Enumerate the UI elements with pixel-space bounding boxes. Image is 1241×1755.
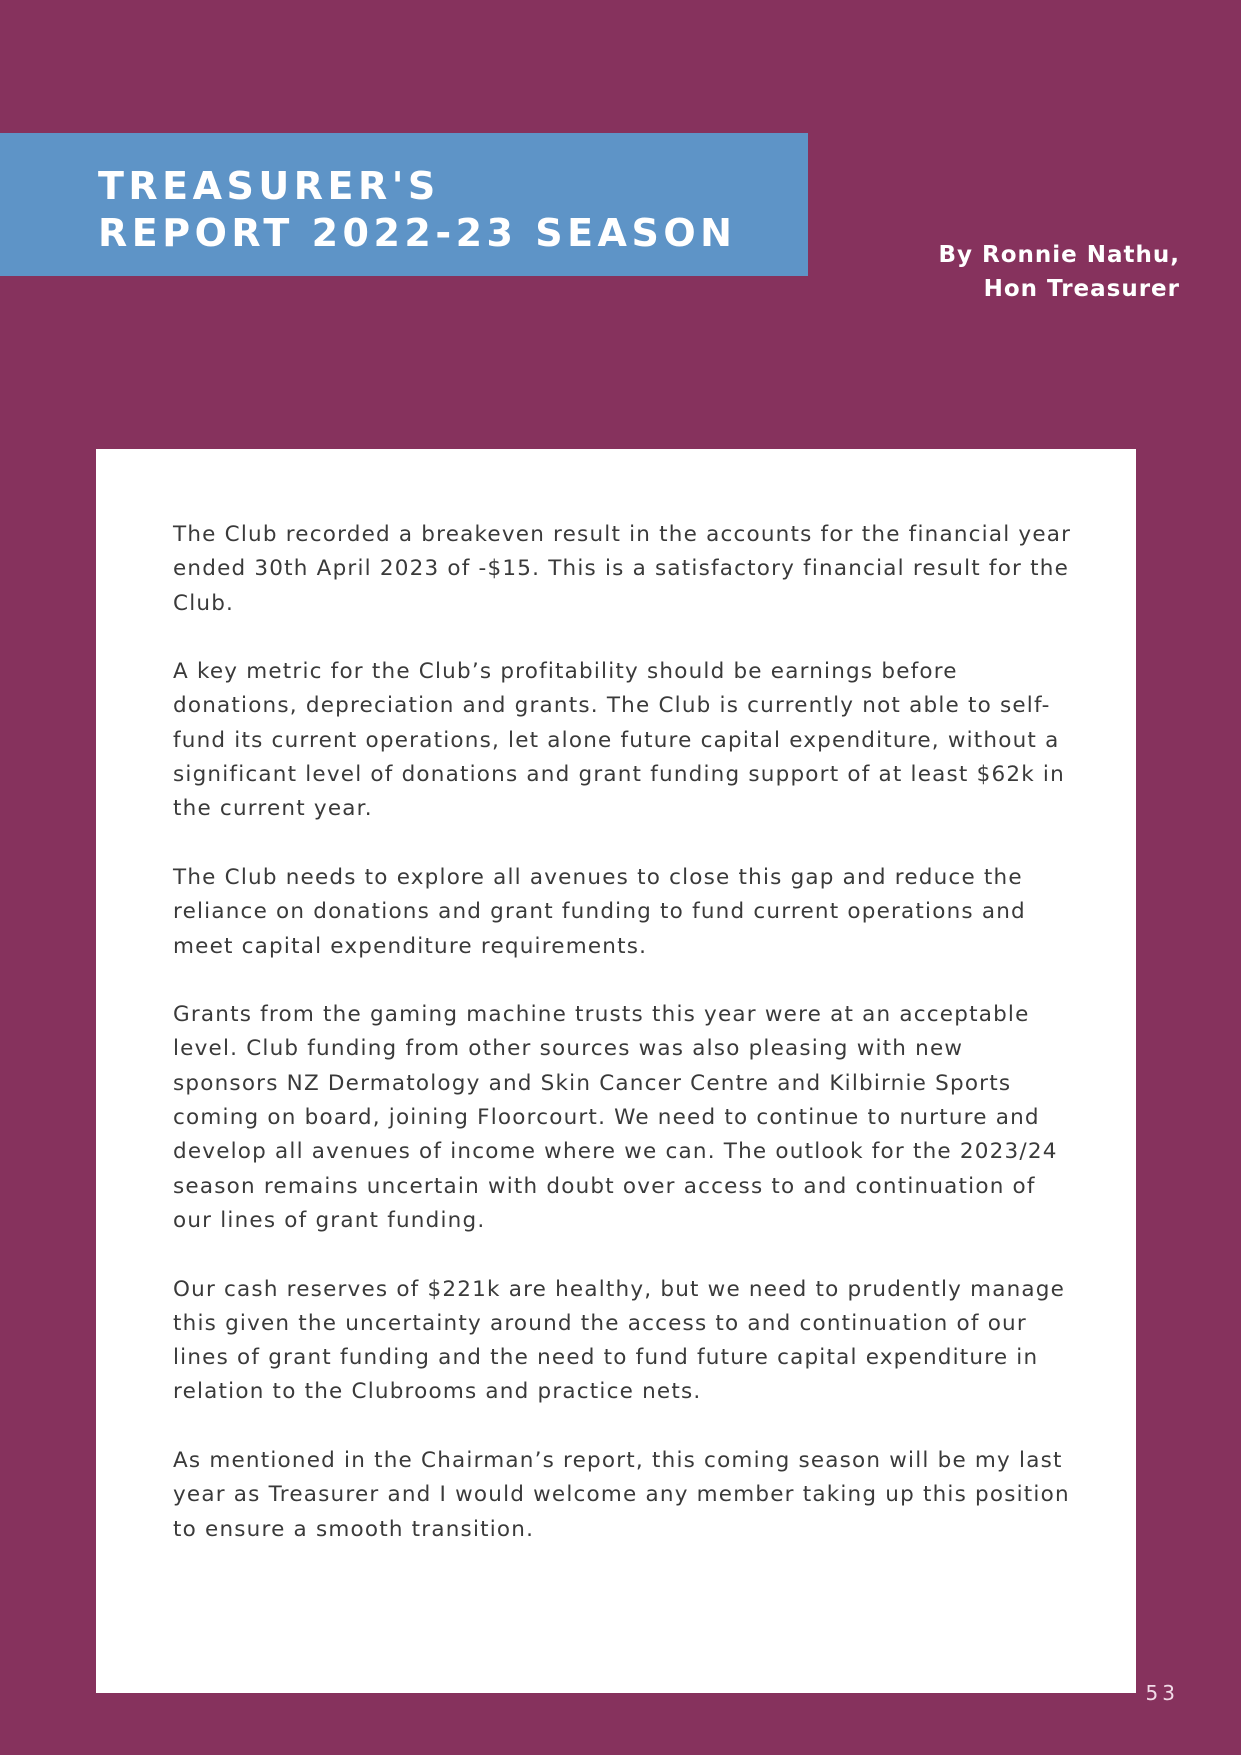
paragraph-funding-gap: The Club needs to explore all avenues to close this gap and reduce the reliance on donations and grant funding to fund current operations and meet capital expenditure requirements. xyxy=(173,864,1026,959)
paragraph-grants: Grants from the gaming machine trusts this year were at an acceptable level. Club funding from other sources was also pleasing with new sponsors NZ Dermatology and Skin Cancer Centre and Kilbirnie Sports coming on board, joining Floorcourt. We need to continue to nurture and develop all avenues of income where we can. The outlook for the 2023/24 season remains uncertain with doubt over access to and continuation of our lines of grant funding. xyxy=(173,1002,1058,1233)
page-number: 53 xyxy=(1145,1681,1179,1705)
paragraph-cash-reserves: Our cash reserves of $221k are healthy, but we need to prudently manage this given the uncertainty around the access to and continuation of our lines of grant funding and the need to fund future capital expenditure in relation to the Clubrooms and practice nets. xyxy=(173,1276,1066,1405)
page-title-line-2: REPORT 2022-23 SEASON xyxy=(98,211,737,255)
page-title-line-1: TREASURER'S xyxy=(98,164,440,208)
report-body xyxy=(173,518,1073,1581)
author-byline: By Ronnie Nathu, xyxy=(938,242,1180,268)
author-role: Hon Treasurer xyxy=(983,276,1180,302)
paragraph-transition: As mentioned in the Chairman’s report, this coming season will be my last year as Treasurer and I would welcome any member taking up this position to ensure a smooth transition. xyxy=(173,1448,1070,1542)
paragraph-key-metric: A key metric for the Club’s profitability should be earnings before donations, depreciation and grants. The Club is currently not able to self-fund its current operations, let alone future capital expenditure, without a significant level of donations and grant funding support of at least $62k in the current year. xyxy=(173,659,1065,822)
paragraph-result: The Club recorded a breakeven result in the accounts for the financial year ended 30th April 2023 of -$15. This is a satisfactory financial result for the Club. xyxy=(173,522,1072,616)
